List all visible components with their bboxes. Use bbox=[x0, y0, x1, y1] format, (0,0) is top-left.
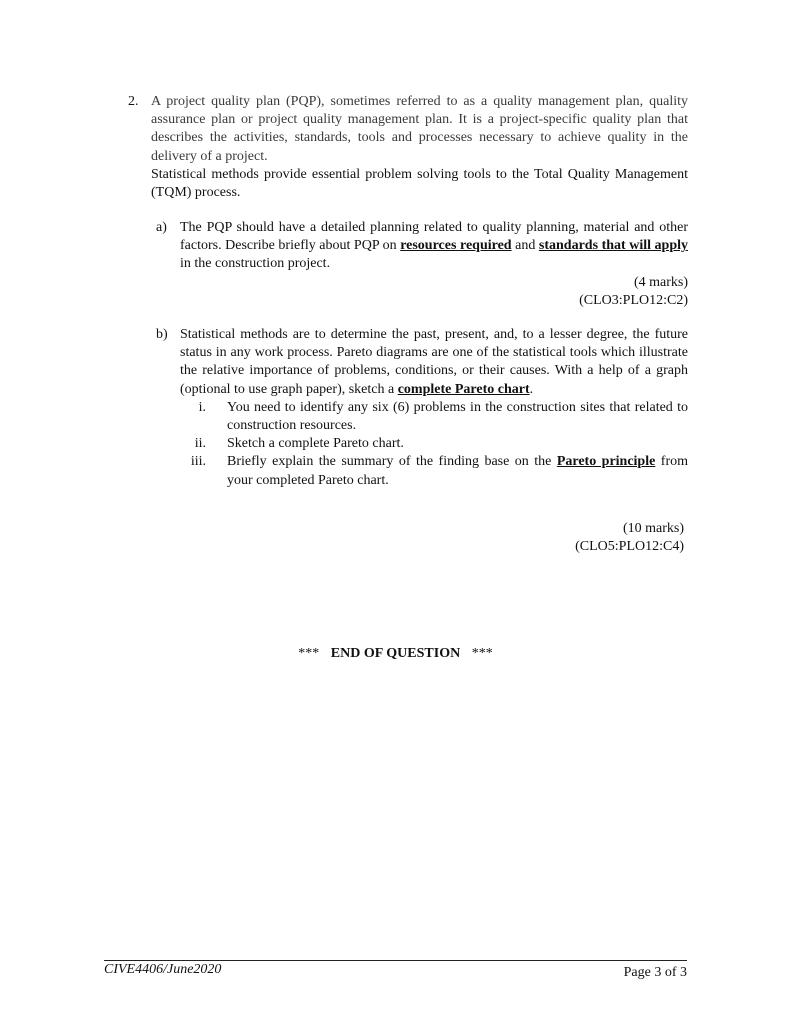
question-intro-pqp: A project quality plan (PQP), sometimes referred to as a quality management plan, quality assurance plan or project quality management plan. It is a project-specific quality plan that describes the activities, standards, tools and processes necessary to achieve quality in the delivery of a project. bbox=[151, 94, 688, 164]
footer-page-number: Page 3 of 3 bbox=[623, 965, 687, 980]
end-stars-right: *** bbox=[471, 646, 493, 661]
list-item: ii. Sketch a complete Pareto chart. bbox=[194, 436, 404, 452]
footer-divider bbox=[104, 960, 687, 961]
part-a-text: The PQP should have a detailed planning related to quality planning, material and other factors. Describe briefly about PQP on resources required and standards that will apply in the construction project. bbox=[180, 220, 689, 272]
part-b-emphasis-pareto-chart: complete Pareto chart bbox=[397, 381, 530, 397]
part-b-label: b) bbox=[156, 327, 168, 342]
end-of-question bbox=[0, 646, 791, 662]
part-a bbox=[156, 219, 688, 310]
question-2 bbox=[128, 93, 688, 202]
part-a-emphasis-resources: resources required bbox=[400, 238, 512, 254]
part-b-text: Statistical methods are to determine the past, present, and, to a lesser degree, the future status in any work process. Pareto diagrams are one of the statistical tools which illustrate the relative importance of problems, conditions, or their causes. With a help of a graph (optional to use graph paper), sketch a complete Pareto chart. bbox=[180, 327, 688, 397]
part-a-label: a) bbox=[156, 220, 167, 235]
part-b-clo: (CLO5:PLO12:C4) bbox=[575, 539, 684, 555]
part-a-emphasis-standards: standards that will apply bbox=[538, 238, 689, 254]
end-text: END OF QUESTION bbox=[330, 646, 461, 661]
part-a-clo: (CLO3:PLO12:C2) bbox=[579, 292, 688, 308]
part-b-marks: (10 marks) bbox=[622, 521, 684, 536]
part-a-marks: (4 marks) bbox=[633, 274, 688, 290]
part-b-emphasis-pareto-principle: Pareto principle bbox=[556, 454, 656, 470]
part-b-marks-block bbox=[450, 520, 684, 556]
part-b bbox=[156, 326, 688, 490]
question-intro-statistical: Statistical methods provide essential problem solving tools to the Total Quality Management (TQM) process. bbox=[151, 166, 688, 201]
list-item: i. You need to identify any six (6) problems in the construction sites that related to construction resources. bbox=[198, 399, 688, 434]
part-b-subitems bbox=[180, 399, 688, 490]
list-item: iii. Briefly explain the summary of the finding base on the Pareto principle from your completed Pareto chart. bbox=[190, 454, 688, 488]
footer-course-code: CIVE4406/June2020 bbox=[104, 962, 222, 977]
end-stars-left: *** bbox=[298, 646, 320, 661]
question-number: 2. bbox=[128, 94, 139, 109]
